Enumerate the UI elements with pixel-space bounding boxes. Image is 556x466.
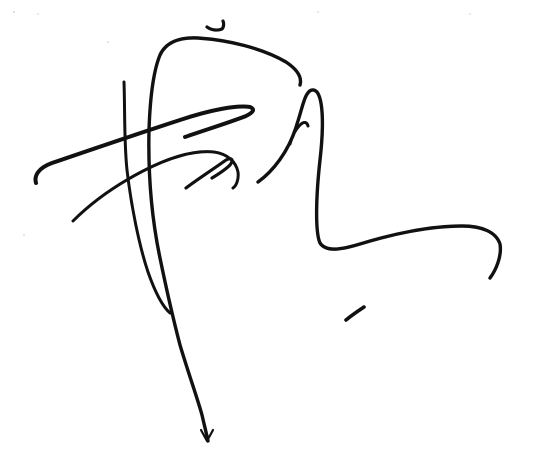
paper-speck [23,234,25,236]
paper-speck [317,11,319,13]
paper-speck [107,41,109,43]
paper-speck [13,11,15,13]
paper-speck [37,13,39,15]
paper-speck [469,13,471,15]
